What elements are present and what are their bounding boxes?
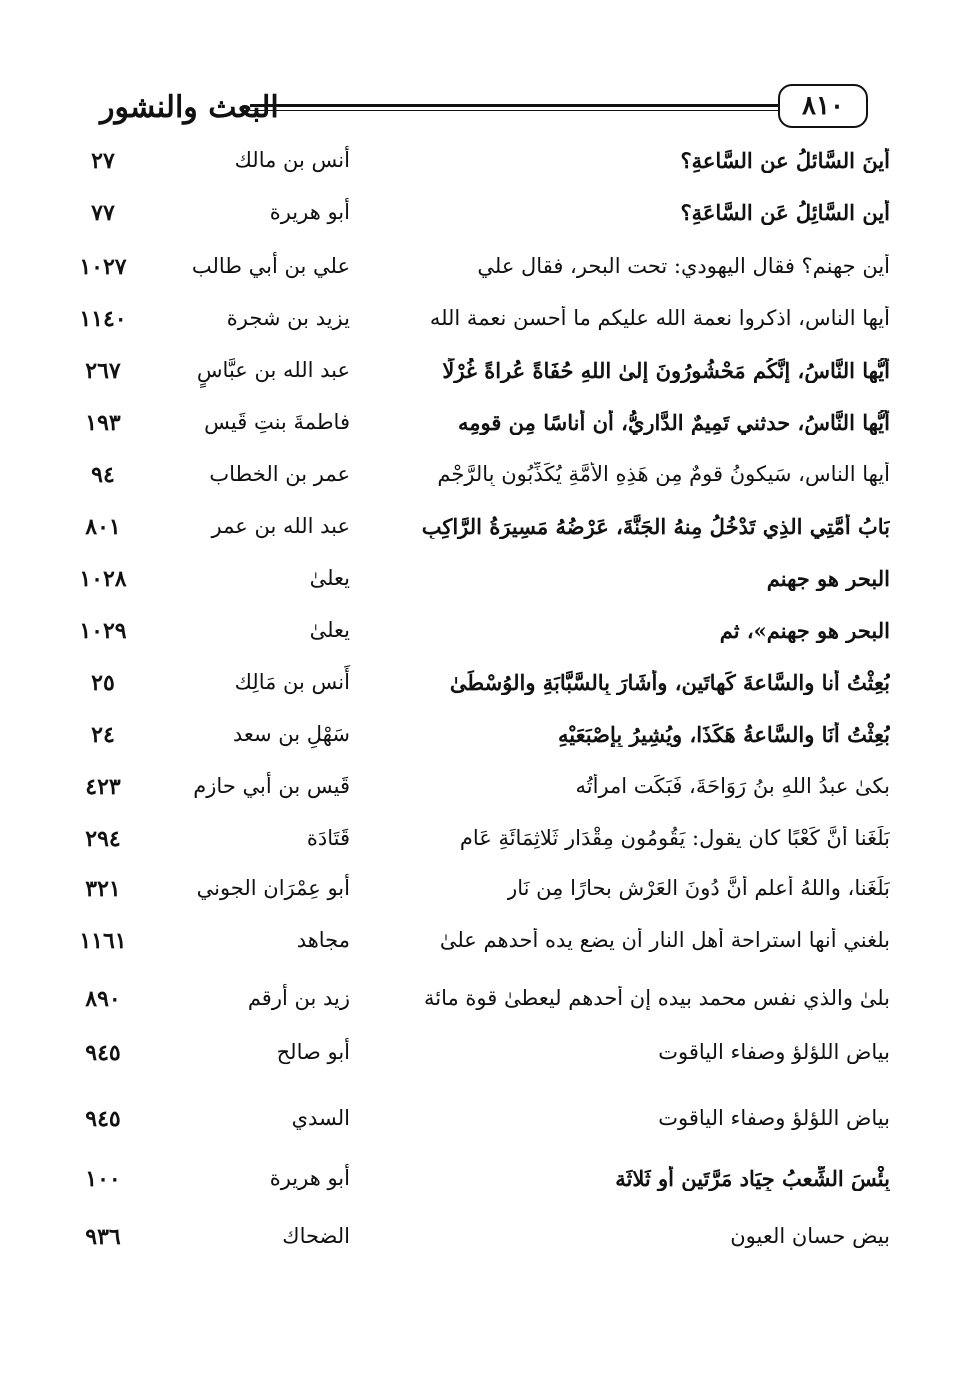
narrator-name: يعلىٰ bbox=[309, 566, 350, 590]
hadith-phrase: أيُّها النَّاسُ، حدثني تَمِيمٌ الدَّاريُّ، أن أُناسًا مِن قومِه bbox=[457, 410, 890, 435]
table-row bbox=[60, 876, 890, 916]
table-row bbox=[60, 462, 890, 502]
hadith-phrase: أين جهنم؟ فقال اليهودي: تحت البحر، فقال علي bbox=[477, 254, 890, 278]
narrator-name: أبو صالح bbox=[276, 1040, 350, 1064]
narrator-name: قَيس بن أبي حازم bbox=[193, 774, 350, 798]
reference-number: ٩٤٥ bbox=[85, 1106, 121, 1132]
table-row bbox=[60, 1040, 890, 1080]
reference-number: ٢٥ bbox=[91, 670, 115, 696]
hadith-phrase: البحر هو جهنم»، ثم bbox=[719, 618, 890, 643]
reference-number: ١٠٢٨ bbox=[79, 566, 127, 592]
table-row bbox=[60, 514, 890, 554]
table-row bbox=[60, 566, 890, 606]
narrator-name: قَتَادَة bbox=[306, 826, 350, 850]
hadith-phrase: بيض حسان العيون bbox=[730, 1224, 890, 1248]
hadith-phrase: بُعِثْتُ أنَا والسَّاعةُ هَكَذَا، ويُشِيرُ بِإِصْبَعَيْهِ bbox=[558, 722, 890, 747]
table-row bbox=[60, 826, 890, 866]
hadith-phrase: بَابُ أُمَّتِي الذِي تَدْخُلُ مِنهُ الجَنَّةَ، عَرْضُهُ مَسِيرَةُ الرَّاكِبِ bbox=[421, 514, 890, 539]
reference-number: ٢٦٧ bbox=[85, 358, 121, 384]
hadith-phrase: أيها الناس، اذكروا نعمة الله عليكم ما أحسن نعمة الله bbox=[429, 306, 890, 330]
reference-number: ٩٤٥ bbox=[85, 1040, 121, 1066]
table-row bbox=[60, 358, 890, 398]
reference-number: ٣٢١ bbox=[85, 876, 121, 902]
narrator-name: الضحاك bbox=[282, 1224, 350, 1248]
table-row bbox=[60, 774, 890, 814]
hadith-phrase: بياض اللؤلؤ وصفاء الياقوت bbox=[658, 1040, 890, 1064]
table-row bbox=[60, 200, 890, 240]
narrator-name: فاطمةَ بنتِ قَيس bbox=[204, 410, 350, 434]
reference-number: ١١٦١ bbox=[79, 928, 127, 954]
narrator-name: عبد الله بن عبَّاسٍ bbox=[196, 358, 350, 382]
reference-number: ٩٣٦ bbox=[85, 1224, 121, 1250]
reference-number: ١٠٢٩ bbox=[79, 618, 127, 644]
narrator-name: علي بن أبي طالب bbox=[191, 254, 350, 278]
narrator-name: يعلىٰ bbox=[309, 618, 350, 642]
narrator-name: أبو هريرة bbox=[269, 1166, 350, 1190]
table-row bbox=[60, 986, 890, 1026]
reference-number: ٨٩٠ bbox=[85, 986, 121, 1012]
narrator-name: أبو هريرة bbox=[269, 200, 350, 224]
table-row bbox=[60, 670, 890, 710]
hadith-phrase: بلغني أنها استراحة أهل النار أن يضع يده أحدهم علىٰ bbox=[439, 928, 890, 952]
table-row bbox=[60, 254, 890, 294]
hadith-phrase: أينَ السَّائلُ عن السَّاعةِ؟ bbox=[680, 148, 890, 173]
table-row bbox=[60, 1224, 890, 1264]
narrator-name: مجاهد bbox=[296, 928, 350, 952]
hadith-phrase: بلىٰ والذي نفس محمد بيده إن أحدهم ليعطىٰ قوة مائة bbox=[423, 986, 890, 1010]
hadith-phrase: بُعِثْتُ أنا والسَّاعةَ كَهاتَين، وأَشَارَ بِالسَّبَّابَةِ والوُسْطَىٰ bbox=[449, 670, 890, 695]
narrator-name: أبو عِمْرَان الجوني bbox=[196, 876, 350, 900]
reference-number: ٢٤ bbox=[91, 722, 115, 748]
reference-number: ٩٤ bbox=[91, 462, 115, 488]
narrator-name: سَهْلِ بن سعد bbox=[232, 722, 350, 746]
table-row bbox=[60, 722, 890, 762]
reference-number: ٤٢٣ bbox=[85, 774, 121, 800]
reference-number: ٧٧ bbox=[91, 200, 115, 226]
hadith-phrase: أيُّها النَّاسُ، إنَّكُم مَحْشُورُونَ إلىٰ اللهِ حُفَاةً عُراةً غُرْلًا bbox=[442, 358, 890, 383]
hadith-phrase: بَلَغَنا، واللهُ أعلم أَنَّ دُونَ العَرْشِ بحارًا مِن نَارٍ bbox=[507, 876, 890, 900]
hadith-phrase: بِئْسَ الشِّعبُ جِيَاد مَرَّتَين أو ثَلاثَة bbox=[615, 1166, 890, 1191]
table-row bbox=[60, 148, 890, 188]
hadith-phrase: البحر هو جهنم bbox=[766, 566, 890, 591]
table-row bbox=[60, 1166, 890, 1206]
page-number: ٨١٠ bbox=[778, 84, 868, 128]
hadith-phrase: أين السَّائِلُ عَنِ السَّاعَةِ؟ bbox=[680, 200, 890, 225]
hadith-phrase: بكىٰ عبدُ اللهِ بنُ رَوَاحَةَ، فَبَكَت امرأتُه bbox=[575, 774, 890, 798]
reference-number: ٢٩٤ bbox=[85, 826, 121, 852]
reference-number: ١١٤٠ bbox=[79, 306, 127, 332]
narrator-name: عبد الله بن عمر bbox=[211, 514, 350, 538]
table-row bbox=[60, 410, 890, 450]
hadith-phrase: بَلَغَنا أنَّ كَعْبًا كان يقول: يَقُومُون مِقْدَار ثَلاثِمَائَةِ عَام bbox=[459, 826, 890, 850]
reference-number: ٨٠١ bbox=[85, 514, 121, 540]
narrator-name: عمر بن الخطاب bbox=[209, 462, 350, 486]
narrator-name: أَنس بن مَالِك bbox=[234, 670, 350, 694]
table-row bbox=[60, 306, 890, 346]
narrator-name: زيد بن أرقم bbox=[247, 986, 350, 1010]
table-row bbox=[60, 618, 890, 658]
hadith-phrase: بياض اللؤلؤ وصفاء الياقوت bbox=[658, 1106, 890, 1130]
reference-number: ١٠٢٧ bbox=[79, 254, 127, 280]
reference-number: ١٩٣ bbox=[85, 410, 121, 436]
narrator-name: أنس بن مالك bbox=[234, 148, 350, 172]
running-title: البعث والنشور bbox=[100, 90, 279, 125]
reference-number: ٢٧ bbox=[91, 148, 115, 174]
narrator-name: السدي bbox=[291, 1106, 350, 1130]
hadith-phrase: أيها الناس، سَيكونُ قومٌ مِن هَذِهِ الأُمَّةِ يُكَذِّبُون بِالرَّجْمِ bbox=[437, 462, 890, 486]
table-row bbox=[60, 1106, 890, 1146]
table-row bbox=[60, 928, 890, 968]
narrator-name: يزيد بن شجرة bbox=[226, 306, 350, 330]
reference-number: ١٠٠ bbox=[85, 1166, 121, 1192]
